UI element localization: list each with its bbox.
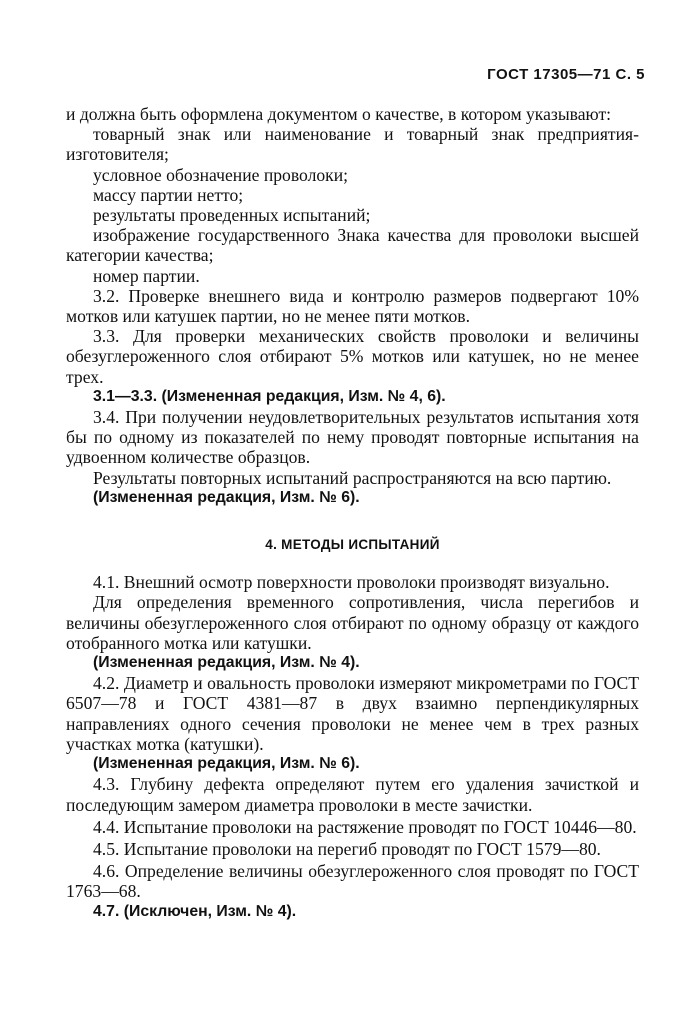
clause-3-2: 3.2. Проверке внешнего вида и контролю размеров подвергают 10% мотков или катушек партии, но не менее пяти мотков. bbox=[66, 285, 639, 327]
amendment-note: (Измененная редакция, Изм. № 6). bbox=[93, 488, 360, 506]
clause-4-6: 4.6. Определение величины обезуглероженного слоя проводят по ГОСТ 1763—68. bbox=[66, 861, 639, 902]
list-item: товарный знак или наименование и товарный знак предприятия-изготовителя; bbox=[66, 124, 639, 165]
section3-intro: и должна быть оформлена документом о качестве, в котором указывают: bbox=[66, 104, 612, 124]
clause-4-1: 4.1. Внешний осмотр поверхности проволоки производят визуально. bbox=[93, 572, 610, 593]
clause-4-7: 4.7. (Исключен, Изм. № 4). bbox=[93, 902, 297, 920]
amendment-note: (Измененная редакция, Изм. № 6). bbox=[93, 755, 360, 773]
amendment-note: (Измененная редакция, Изм. № 4). bbox=[93, 654, 360, 672]
section-heading: 4. МЕТОДЫ ИСПЫТАНИЙ bbox=[265, 537, 440, 553]
clause-4-1-sampling: Для определения временного сопротивления, числа перегибов и величины обезуглероженного слоя отбирают по одному образцу от каждого отобранного мотка или катушки. bbox=[66, 592, 639, 653]
list-item: результаты проведенных испытаний; bbox=[93, 205, 371, 226]
clause-3-4-results: Результаты повторных испытаний распространяются на всю партию. bbox=[93, 467, 612, 488]
amendment-note: 3.1—3.3. (Измененная редакция, Изм. № 4, 6). bbox=[93, 387, 446, 405]
clause-3-4: 3.4. При получении неудовлетворительных результатов испытания хотя бы по одному из показателей по нему проводят повторные испытания на удвоенном количестве образцов. bbox=[66, 407, 639, 468]
clause-4-5: 4.5. Испытание проволоки на перегиб проводят по ГОСТ 1579—80. bbox=[93, 838, 601, 859]
clause-4-4: 4.4. Испытание проволоки на растяжение проводят по ГОСТ 10446—80. bbox=[93, 816, 637, 837]
clause-4-2: 4.2. Диаметр и овальность проволоки измеряют микрометрами по ГОСТ 6507—78 и ГОСТ 4381—87 в двух взаимно перпендикулярных направлениях одного сечения проволоки не менее чем в трех разных участках мотка (катушки). bbox=[66, 673, 639, 754]
list-item: изображение государственного Знака качества для проволоки высшей категории качества; bbox=[66, 225, 639, 266]
document-body bbox=[66, 104, 639, 922]
clause-4-3: 4.3. Глубину дефекта определяют путем его удаления зачисткой и последующим замером диаметра проволоки в месте зачистки. bbox=[66, 774, 639, 815]
clause-3-3: 3.3. Для проверки механических свойств проволоки и величины обезуглероженного слоя отбирают 5% мотков или катушек, но не менее трех. bbox=[66, 326, 639, 387]
list-item: условное обозначение проволоки; bbox=[93, 164, 349, 185]
list-item: массу партии нетто; bbox=[93, 184, 244, 205]
running-header: ГОСТ 17305—71 С. 5 bbox=[487, 66, 645, 83]
list-item: номер партии. bbox=[93, 265, 200, 286]
